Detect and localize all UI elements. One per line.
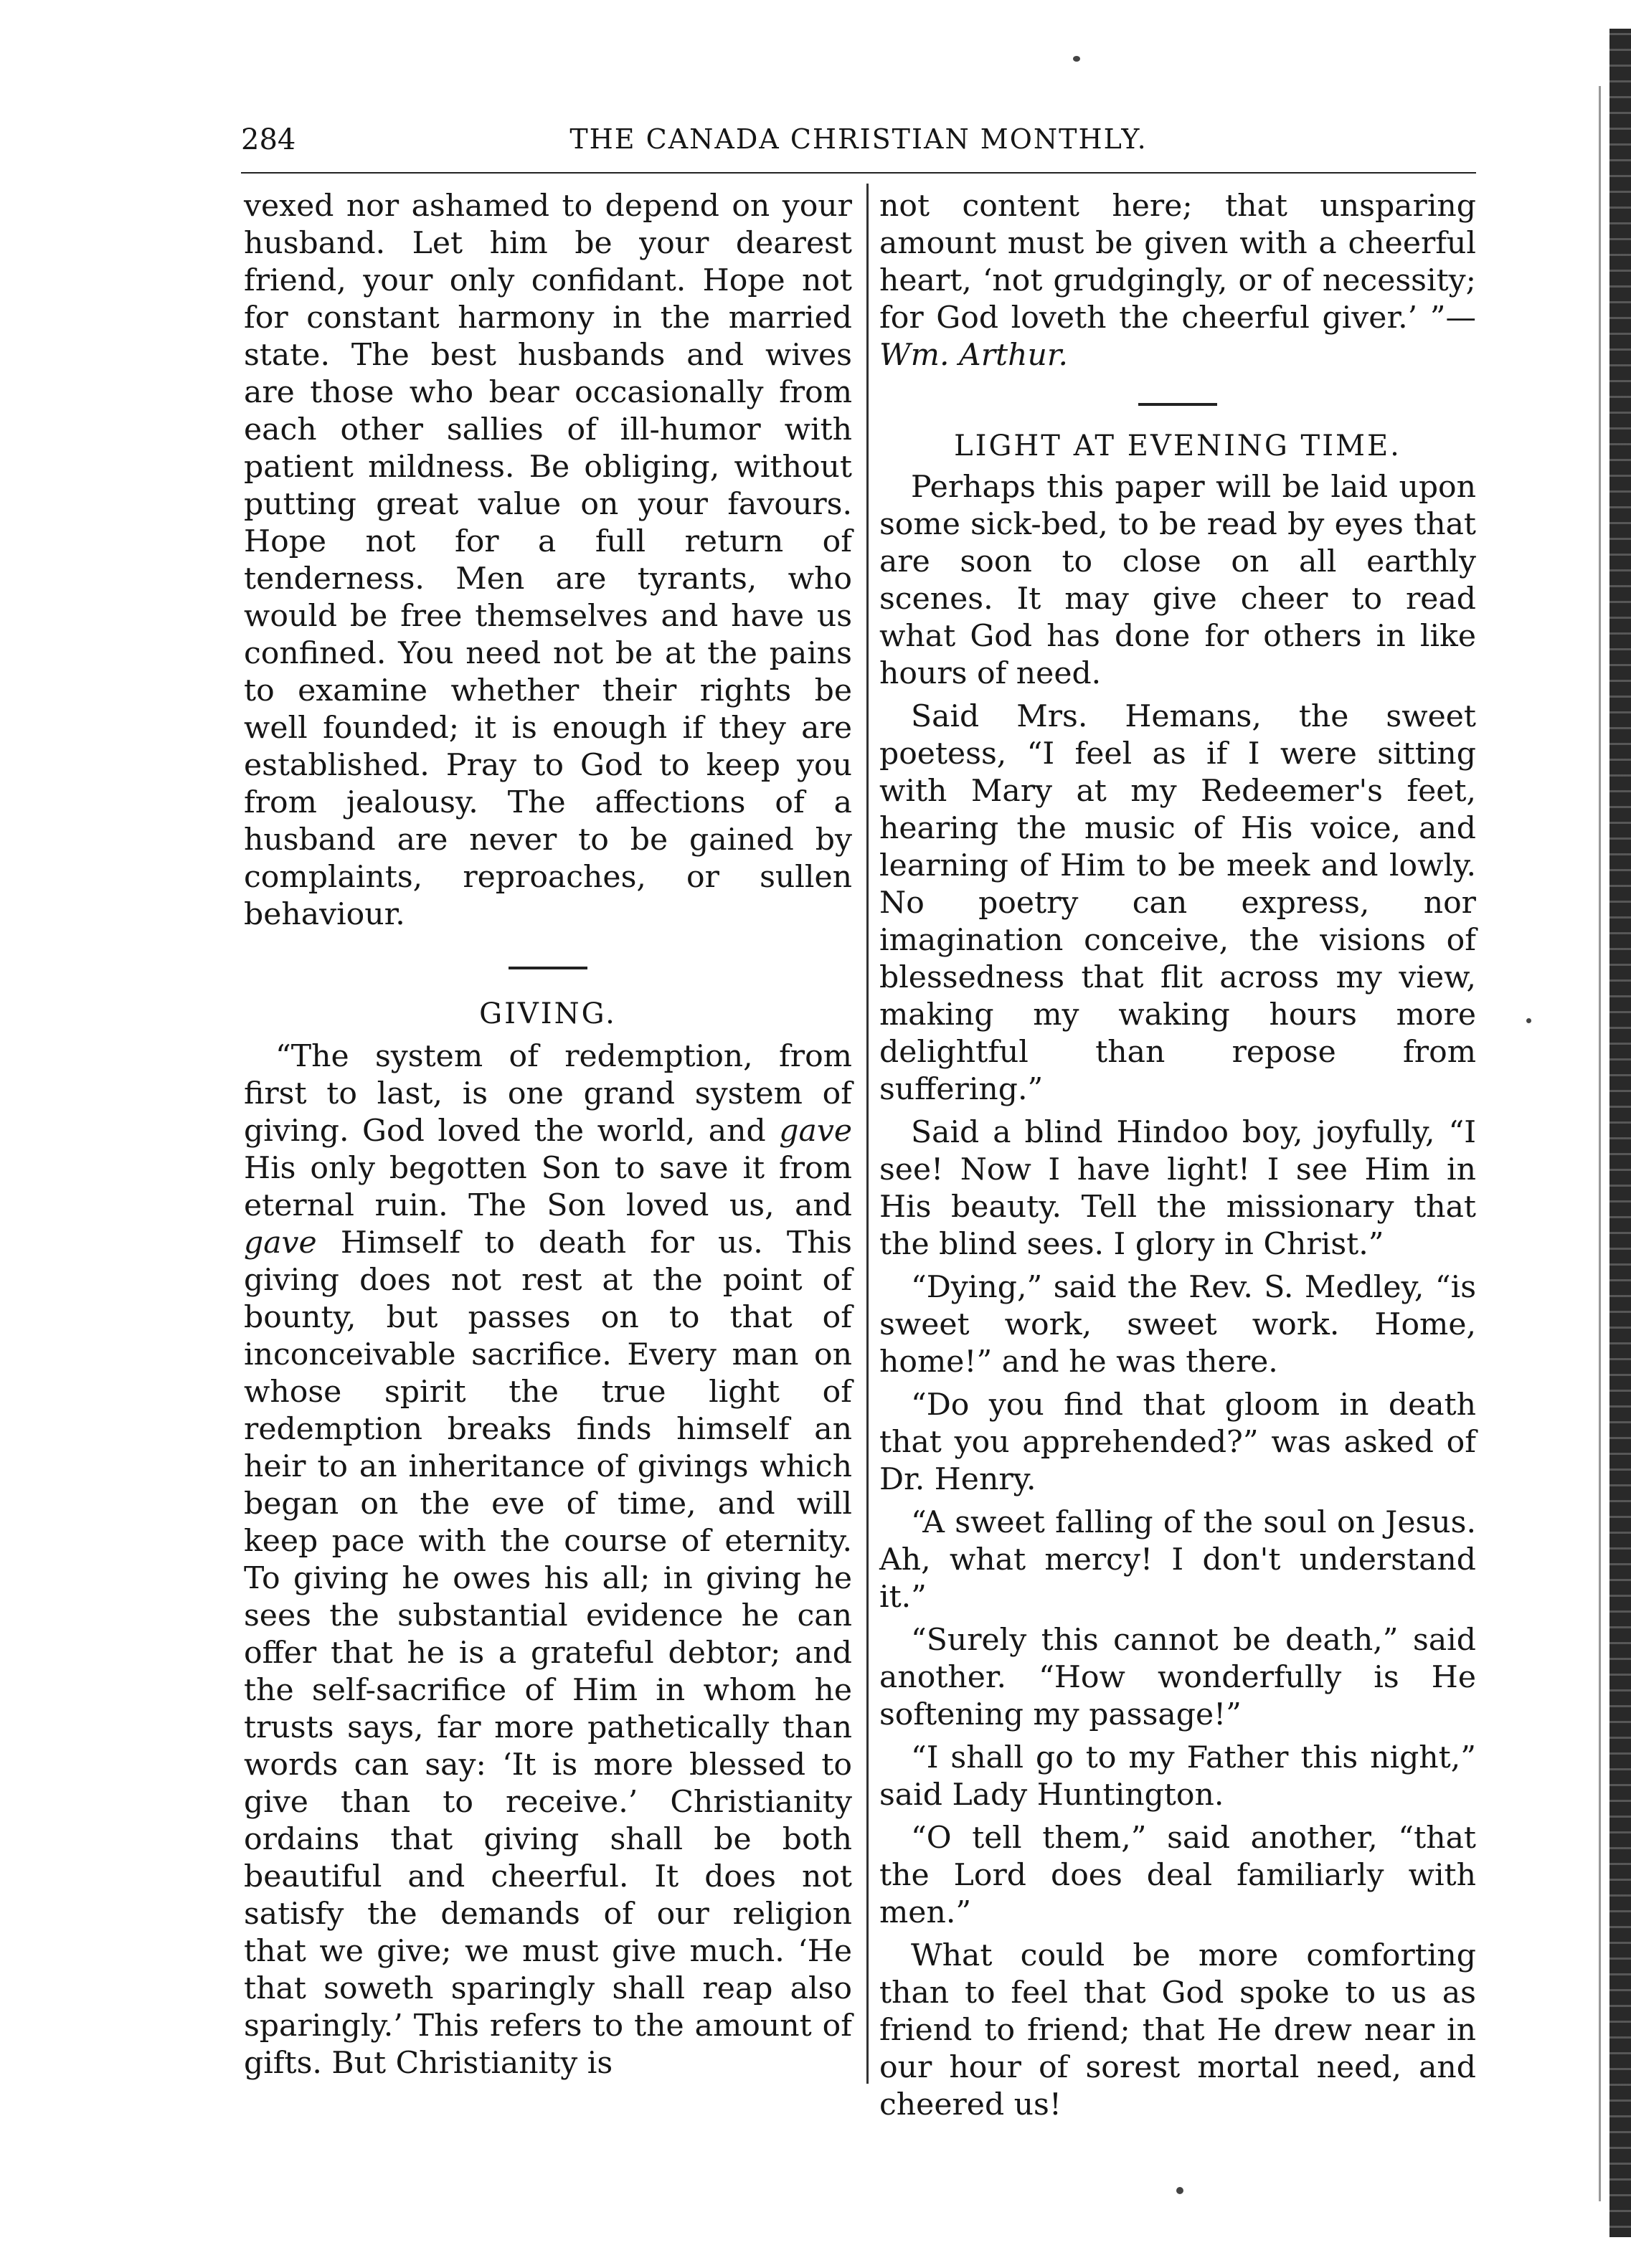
giving-paragraph: [244, 1038, 852, 2082]
ink-speck: [1176, 2187, 1183, 2194]
right-column: [879, 188, 1476, 2124]
giving-text-a: “The system of redemption, from first to last, is one grand system of giving. God loved the world, and: [244, 1039, 852, 1149]
paragraph: “I shall go to my Father this night,” said Lady Huntington.: [879, 1740, 1476, 1813]
section-title-giving: GIVING.: [479, 997, 617, 1030]
paragraph: “Surely this cannot be death,” said another. “How wonderfully is He softening my passage!”: [879, 1623, 1476, 1732]
column-divider: [866, 184, 869, 2084]
header-rule: [241, 172, 1476, 174]
paragraph: Said Mrs. Hemans, the sweet poetess, “I feel as if I were sitting with Mary at my Redeemer's feet, hearing the music of His voice, and learning of Him to be meek and lowly. No poetry can express, nor imagination conceive, the visions of blessedness that flit across my view, making my waking hours more delightful than repose from suffering.”: [879, 699, 1476, 1107]
giving-italic-2: gave: [244, 1225, 317, 1261]
giving-text-c: Himself to death for us. This giving does not rest at the point of bounty, but passes on to that of inconceivable sacrifice. Every man on whose spirit the true light of redemption breaks finds himself an heir to an inheritance of givings which began on the eve of time, and will keep pace with the course of eternity. To giving he owes his all; in giving he sees the substantial evidence he can offer that he is a grateful debtor; and the self-sacrifice of Him in whom he trusts says, far more pathetically than words can say: ‘It is more blessed to give than to receive.’ Christianity ordains that giving shall be both beautiful and cheerful. It does not satisfy the demands of our religion that we give; we must give much. ‘He that soweth sparingly shall reap also sparingly.’ This refers to the amount of gifts. But Christianity is: [244, 1225, 852, 2081]
paragraph: “A sweet falling of the soul on Jesus. Ah, what mercy! I don't understand it.”: [879, 1505, 1476, 1615]
section-title-light: LIGHT AT EVENING TIME.: [954, 430, 1401, 462]
binding-edge-line: [1599, 86, 1601, 2201]
left-column: [244, 188, 852, 2082]
journal-title: THE CANADA CHRISTIAN MONTHLY.: [569, 123, 1148, 155]
paragraph: “O tell them,” said another, “that the Lord does deal familiarly with men.”: [879, 1821, 1476, 1930]
binding-edge: [1609, 29, 1631, 2237]
continued-quote: [879, 188, 1476, 374]
giving-italic-1: gave: [779, 1114, 852, 1149]
paragraph: Perhaps this paper will be laid upon some sick-bed, to be read by eyes that are soon to close on all earthly scenes. It may give cheer to read what God has done for others in like hours of need.: [879, 470, 1476, 691]
giving-text-b: His only begotten Son to save it from eternal ruin. The Son loved us, and: [244, 1151, 852, 1223]
running-header: [241, 123, 1476, 166]
ink-speck: [1073, 56, 1080, 62]
continued-quote-text: not content here; that unsparing amount must be given with a cheerful heart, ‘not grudgingly, or of necessity; for God loveth the cheerful giver.’ ”—: [879, 189, 1476, 336]
page-number: 284: [241, 123, 296, 156]
ink-speck: [1526, 1018, 1531, 1023]
paragraph: Said a blind Hindoo boy, joyfully, “I see! Now I have light! I see Him in His beauty. Tell the missionary that the blind sees. I glory in Christ.”: [879, 1115, 1476, 1262]
paragraph: What could be more comforting than to feel that God spoke to us as friend to friend; that He drew near in our hour of sorest mortal need, and cheered us!: [879, 1938, 1476, 2122]
paragraph: “Dying,” said the Rev. S. Medley, “is sweet work, sweet work. Home, home!” and he was there.: [879, 1270, 1476, 1380]
paragraph: “Do you find that gloom in death that you apprehended?” was asked of Dr. Henry.: [879, 1387, 1476, 1497]
continued-paragraph: vexed nor ashamed to depend on your husband. Let him be your dearest friend, your only confidant. Hope not for constant harmony in the married state. The best husbands and wives are those who bear occasionally from each other sallies of ill-humor with patient mildness. Be obliging, without putting great value on your favours. Hope not for a full return of tenderness. Men are tyrants, who would be free themselves and have us confined. You need not be at the pains to examine whether their rights be well founded; it is enough if they are established. Pray to God to keep you from jealousy. The affections of a husband are never to be gained by complaints, reproaches, or sullen behaviour.: [244, 189, 852, 932]
quote-author: Wm. Arthur.: [879, 338, 1068, 373]
